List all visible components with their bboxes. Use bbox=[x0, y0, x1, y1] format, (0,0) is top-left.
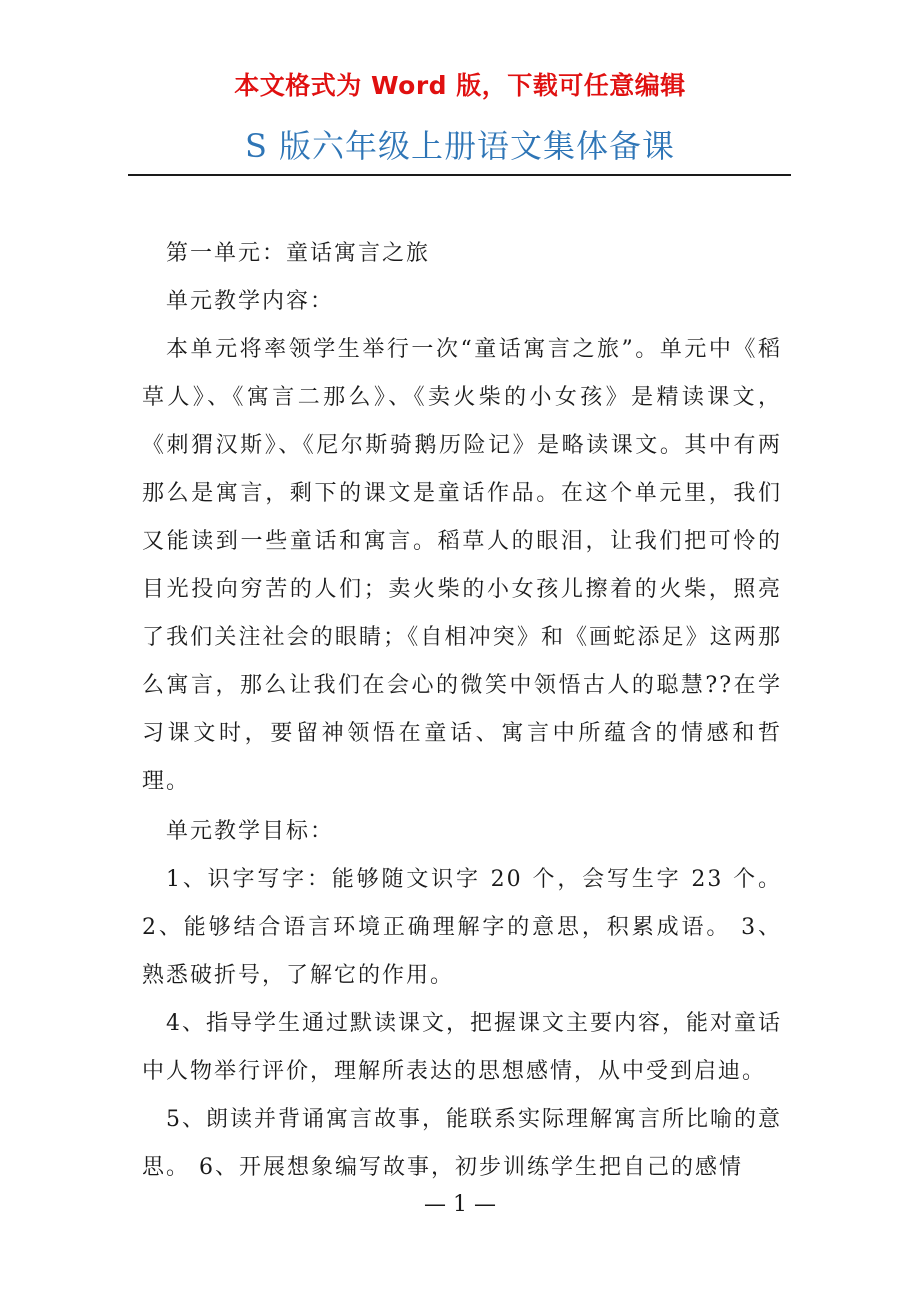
paragraph-goals-1-3: 1、识字写字：能够随文识字 20 个，会写生字 23 个。 2、能够结合语言环境正确理解字的意思，积累成语。 3、熟悉破折号，了解它的作用。 bbox=[142, 867, 782, 988]
unit-heading: 第一单元：童话寓言之旅 bbox=[166, 241, 431, 266]
paragraph-goals-5-6: 5、朗读并背诵寓言故事，能联系实际理解寓言所比喻的意思。 6、开展想象编写故事，初步训练学生把自己的感情 bbox=[142, 1107, 782, 1180]
document-body bbox=[142, 230, 782, 1192]
page-number: — 1 — bbox=[424, 1192, 496, 1217]
paragraph-unit-overview: 本单元将率领学生举行一次“童话寓言之旅”。单元中《稻草人》、《寓言二那么》、《卖火柴的小女孩》是精读课文，《刺猬汉斯》、《尼尔斯骑鹅历险记》是略读课文。其中有两那么是寓言，剩下的课文是童话作品。在这个单元里，我们又能读到一些童话和寓言。稻草人的眼泪，让我们把可怜的目光投向穷苦的人们；卖火柴的小女孩儿擦着的火柴，照亮了我们关注社会的眼睛；《自相冲突》和《画蛇添足》这两那么寓言，那么让我们在会心的微笑中领悟古人的聪慧??在学习课文时，要留神领悟在童话、寓言中所蕴含的情感和哲理。 bbox=[142, 337, 782, 794]
header-divider bbox=[128, 174, 791, 176]
document-title: S 版六年级上册语文集体备课 bbox=[244, 127, 676, 165]
format-notice: 本文格式为 Word 版，下载可任意编辑 bbox=[234, 71, 686, 100]
paragraph-goal-4: 4、指导学生通过默读课文，把握课文主要内容，能对童话中人物举行评价，理解所表达的思想感情，从中受到启迪。 bbox=[142, 1011, 782, 1084]
section-heading-content: 单元教学内容： bbox=[166, 289, 335, 314]
section-heading-goals: 单元教学目标： bbox=[166, 819, 335, 844]
